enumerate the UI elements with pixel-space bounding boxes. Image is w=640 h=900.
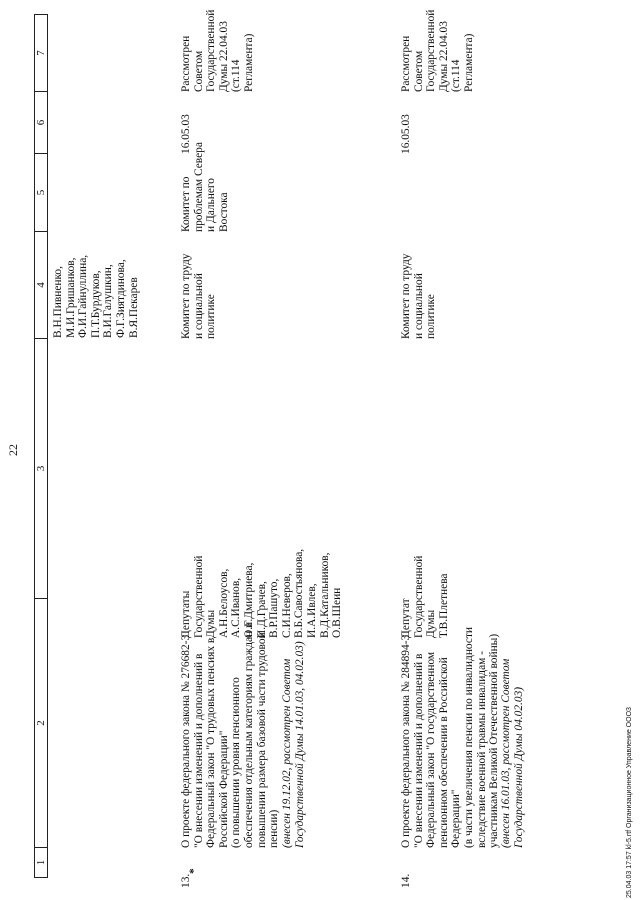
bill-title: О проекте федерального закона № 284894-3 "О внесении изменений и дополнений в Федеральный закон "О государственном пенсионном обеспечении в Российской Федерации" (в части увеличения пенсии по инвалидности вследствие военной травмы инвалидам - участникам Великой Отечественной войны)	[400, 626, 501, 848]
column-header-6: 6	[34, 92, 48, 154]
column-header-7: 7	[34, 14, 48, 92]
page-footer: 25.04.03 17:57 kl-5.rtf Организационное Управление ООО3	[626, 707, 633, 898]
bill-authors: Депутаты Государственной Думы А.Н.Белоусов, А.С.Иванов, О.Г.Дмитриева, И.Д.Грачев, В.Р.Пашуто, С.И.Неверов, В.Б.Савостьянова, И.А.Ивлев, В.Д.Катальников, О.В.Шеин	[180, 548, 344, 638]
column-header-3: 3	[34, 339, 48, 599]
page-number: 22	[6, 444, 20, 456]
row-mark: *	[188, 868, 200, 874]
bill-title: О проекте федерального закона № 276682-3 "О внесении изменений и дополнений в Федеральный закон "О трудовых пенсиях в Российской Федерации" (о повышении уровня пенсионного обеспечения отдельным категориям граждан и повышении размера базовой части трудовой пенсии)	[180, 621, 281, 848]
continued-authors: В.Н.Пивненко, М.И.Гришанков, Ф.И.Гайнуллина, П.Т.Бурдуков, В.И.Галушкин, Ф.Г.Зиятдинова, В.Я.Пекарев	[52, 254, 140, 338]
responsible-committee: Комитет по труду и социальной политике	[180, 253, 218, 339]
bill-note: (внесен 19.12.02, рассмотрен Советом Государственной Думы 14.01.03, 04.02.03)	[281, 641, 306, 848]
deadline-date: 16.05.03	[180, 114, 192, 154]
status-note: Рассмотрен Советом Государственной Думы 22.04.03 (ст.114 Регламента)	[400, 9, 475, 92]
column-header-4: 4	[34, 232, 48, 339]
co-committee: Комитет по проблемам Севера и Дальнего Востока	[180, 142, 230, 232]
column-header-1: 1	[34, 848, 48, 878]
deadline-date: 16.05.03	[400, 114, 412, 154]
column-header-2: 2	[34, 599, 48, 848]
status-note: Рассмотрен Советом Государственной Думы 22.04.03 (ст.114 Регламента)	[180, 9, 255, 92]
row-number: 14.	[400, 873, 412, 888]
responsible-committee: Комитет по труду и социальной политике	[400, 253, 438, 339]
column-header-5: 5	[34, 154, 48, 232]
bill-authors: Депутат Государственной Думы Т.В.Плетнева	[400, 555, 450, 638]
bill-note: (внесен 16.01.03, рассмотрен Советом Государственной Думы 04.02.03)	[500, 658, 525, 848]
row-number: 13.	[180, 873, 192, 888]
